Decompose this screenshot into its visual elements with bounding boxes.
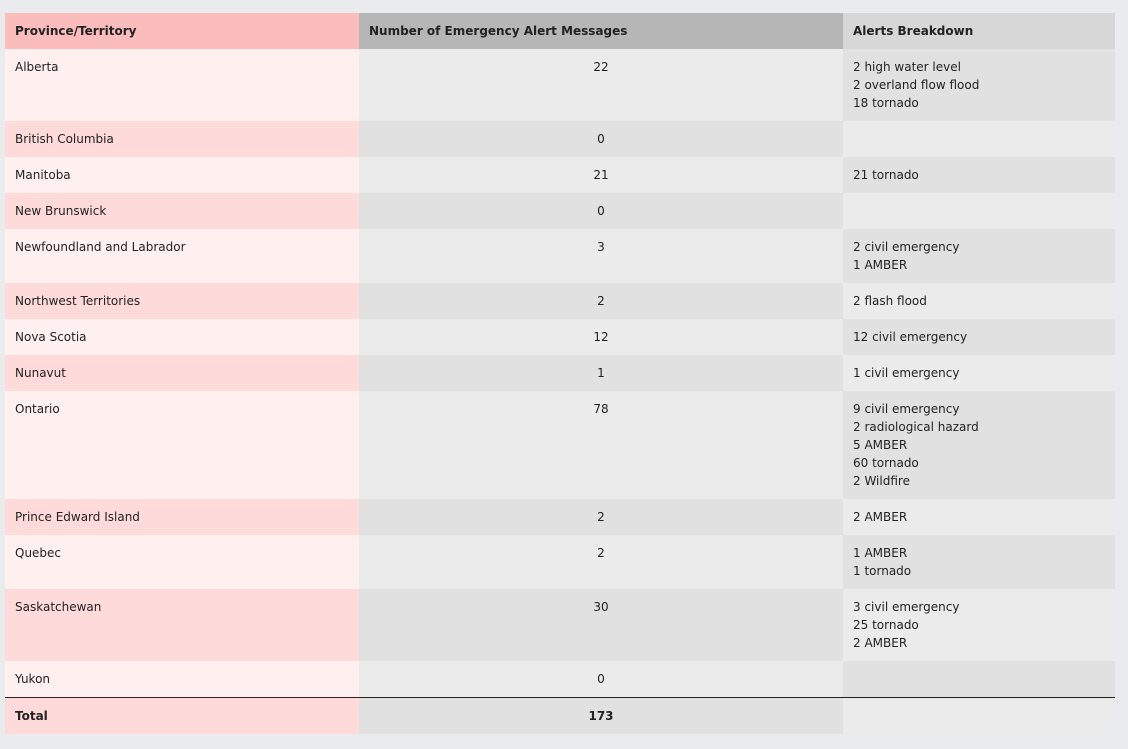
table-row [5, 283, 1115, 319]
alert-count-cell: 0 [359, 121, 843, 157]
breakdown-item: 1 tornado [853, 564, 912, 578]
alerts-breakdown-cell [843, 121, 1115, 157]
alert-count-cell: 12 [359, 319, 843, 355]
breakdown-item: 2 overland flow flood [853, 78, 980, 92]
province-cell: Newfoundland and Labrador [5, 229, 359, 283]
alert-count-cell: 78 [359, 391, 843, 499]
breakdown-item: 60 tornado [853, 456, 919, 470]
alerts-breakdown-cell [843, 535, 1115, 589]
alerts-breakdown-cell [843, 49, 1115, 121]
table-row [5, 391, 1115, 499]
alert-count-cell: 21 [359, 157, 843, 193]
province-cell: Prince Edward Island [5, 499, 359, 535]
province-cell: Alberta [5, 49, 359, 121]
header-province: Province/Territory [5, 13, 359, 49]
breakdown-item: 12 civil emergency [853, 330, 968, 344]
table-row [5, 229, 1115, 283]
breakdown-item: 2 radiological hazard [853, 420, 979, 434]
province-cell: Northwest Territories [5, 283, 359, 319]
table-row [5, 121, 1115, 157]
alerts-breakdown-cell [843, 229, 1115, 283]
breakdown-item: 2 civil emergency [853, 240, 960, 254]
province-cell: British Columbia [5, 121, 359, 157]
alert-count-cell: 3 [359, 229, 843, 283]
alerts-breakdown-cell [843, 283, 1115, 319]
province-cell: Quebec [5, 535, 359, 589]
alerts-breakdown-cell [843, 499, 1115, 535]
province-cell: Yukon [5, 661, 359, 698]
province-cell: Saskatchewan [5, 589, 359, 661]
breakdown-item: 5 AMBER [853, 438, 908, 452]
alerts-breakdown-cell [843, 193, 1115, 229]
province-cell: Manitoba [5, 157, 359, 193]
breakdown-item: 3 civil emergency [853, 600, 960, 614]
alert-count-cell: 1 [359, 355, 843, 391]
table-row [5, 661, 1115, 698]
breakdown-item: 18 tornado [853, 96, 919, 110]
alerts-table [5, 13, 1115, 734]
province-cell: Nunavut [5, 355, 359, 391]
breakdown-item: 1 AMBER [853, 258, 908, 272]
province-cell: Ontario [5, 391, 359, 499]
breakdown-item: 1 civil emergency [853, 366, 960, 380]
breakdown-item: 25 tornado [853, 618, 919, 632]
table-row [5, 193, 1115, 229]
total-label: Total [5, 698, 359, 735]
table-row [5, 319, 1115, 355]
total-row [5, 698, 1115, 735]
alert-count-cell: 2 [359, 283, 843, 319]
alert-count-cell: 2 [359, 535, 843, 589]
total-breakdown-cell [843, 698, 1115, 735]
alerts-breakdown-cell [843, 319, 1115, 355]
table-row [5, 499, 1115, 535]
table-row [5, 535, 1115, 589]
table-row [5, 157, 1115, 193]
alerts-breakdown-cell [843, 391, 1115, 499]
table-header-row [5, 13, 1115, 49]
alert-count-cell: 0 [359, 661, 843, 698]
alerts-breakdown-cell [843, 589, 1115, 661]
breakdown-item: 2 high water level [853, 60, 961, 74]
total-count: 173 [359, 698, 843, 735]
alerts-table-container [5, 13, 1115, 734]
alert-count-cell: 0 [359, 193, 843, 229]
alerts-breakdown-cell [843, 355, 1115, 391]
alert-count-cell: 2 [359, 499, 843, 535]
breakdown-item: 2 AMBER [853, 510, 908, 524]
breakdown-item: 9 civil emergency [853, 402, 960, 416]
alert-count-cell: 22 [359, 49, 843, 121]
alerts-breakdown-cell [843, 157, 1115, 193]
breakdown-item: 21 tornado [853, 168, 919, 182]
alert-count-cell: 30 [359, 589, 843, 661]
breakdown-item: 1 AMBER [853, 546, 908, 560]
table-row [5, 49, 1115, 121]
breakdown-item: 2 AMBER [853, 636, 908, 650]
breakdown-item: 2 Wildfire [853, 474, 910, 488]
alerts-breakdown-cell [843, 661, 1115, 698]
table-body [5, 49, 1115, 698]
table-row [5, 589, 1115, 661]
province-cell: Nova Scotia [5, 319, 359, 355]
breakdown-item: 2 flash flood [853, 294, 927, 308]
header-alert-count: Number of Emergency Alert Messages [359, 13, 843, 49]
table-row [5, 355, 1115, 391]
header-alerts-breakdown: Alerts Breakdown [843, 13, 1115, 49]
province-cell: New Brunswick [5, 193, 359, 229]
